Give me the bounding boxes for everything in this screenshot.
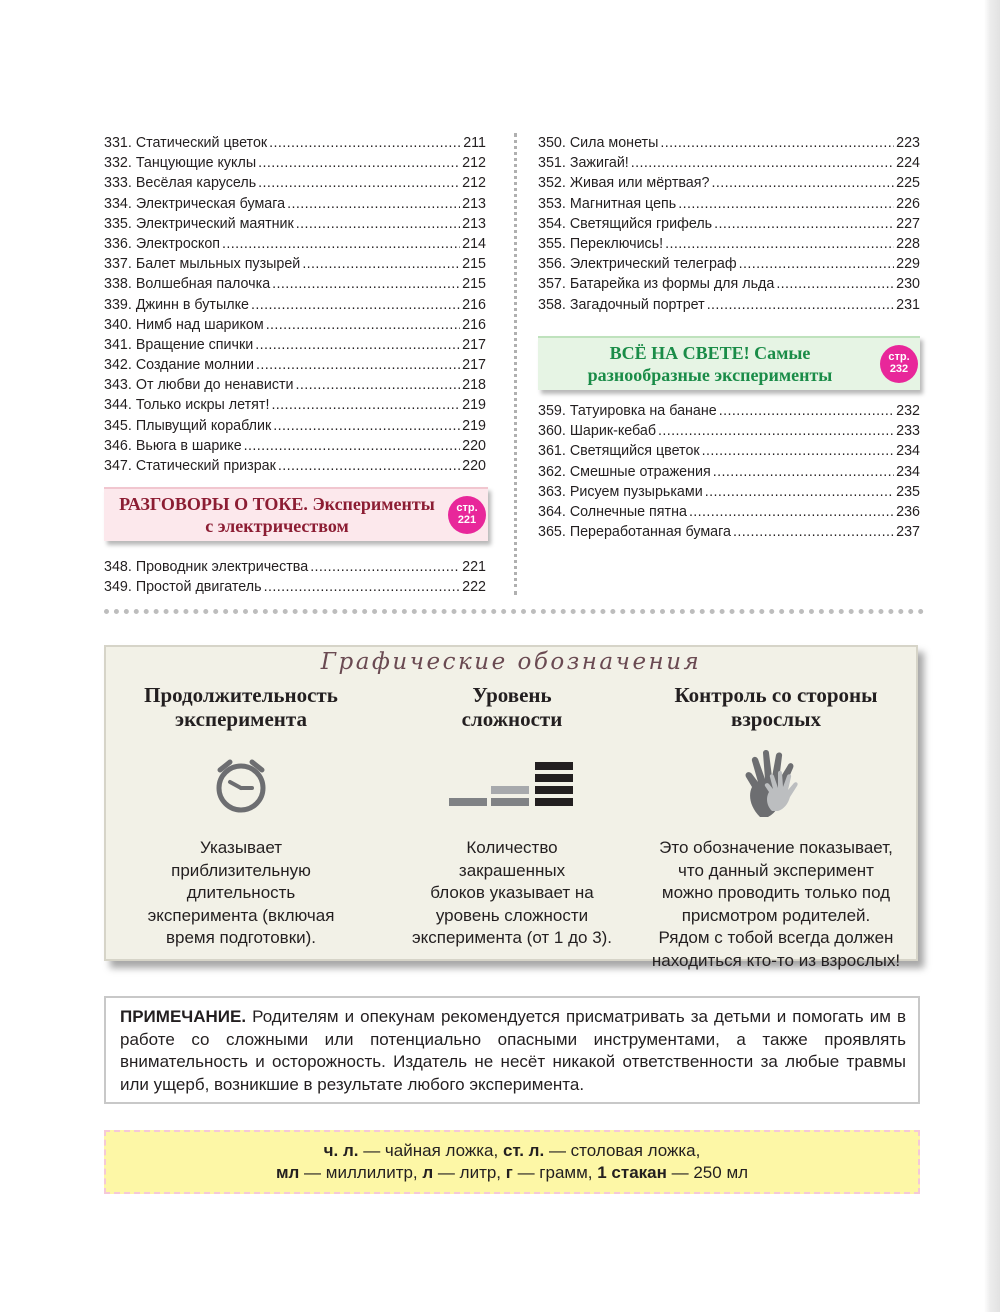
toc-entry-page: 218	[462, 377, 486, 394]
section-title-line2: с электричеством	[205, 516, 349, 536]
toc-leader-dots	[264, 577, 461, 597]
toc-entry-title: Сила монеты	[569, 135, 659, 151]
legend-title: Графические обозначения	[320, 649, 702, 675]
toc-entry-number: 339.	[104, 296, 132, 313]
toc-entry-page: 226	[896, 195, 920, 212]
toc-entry-number: 344.	[104, 397, 132, 414]
desc-line: приблизительную	[171, 860, 311, 880]
toc-entry-title: Татуировка на банане	[569, 403, 717, 419]
toc-entry-title: От любви до ненависти	[135, 377, 294, 394]
desc-line: уровень сложности	[435, 905, 589, 925]
toc-entry-title: Волшебная палочка	[135, 276, 271, 293]
toc-entry-page: 220	[462, 437, 486, 454]
toc-leader-dots	[733, 522, 894, 542]
toc-leader-dots	[302, 254, 460, 274]
legend-duration-heading	[106, 683, 376, 735]
toc-leader-dots	[271, 395, 460, 415]
toc-entry-number: 338.	[104, 276, 132, 293]
toc-leader-dots	[278, 456, 460, 476]
toc-entry-page: 229	[896, 256, 920, 273]
toc-entry-number: 343.	[104, 377, 132, 394]
toc-entry-number: 362.	[538, 463, 566, 480]
toc-entry	[538, 522, 920, 542]
toc-entry	[538, 173, 920, 193]
toc-entry-page: 216	[462, 316, 486, 333]
toc-entry-number: 336.	[104, 235, 132, 252]
toc-entry-page: 216	[462, 296, 486, 313]
toc-entry-number: 350.	[538, 135, 566, 151]
toc-leader-dots	[296, 214, 460, 234]
toc-entry	[538, 441, 920, 461]
toc-entry-title: Светящийся цветок	[569, 443, 700, 460]
toc-entry-page: 225	[896, 175, 920, 192]
toc-entry-number: 340.	[104, 316, 132, 333]
toc-entry	[104, 315, 486, 335]
toc-entry-title: Переработанная бумага	[569, 524, 731, 541]
toc-entry	[104, 577, 486, 597]
section-banner-everything	[538, 336, 920, 390]
toc-leader-dots	[678, 194, 894, 214]
toc-entry-title: Загадочный портрет	[569, 296, 705, 313]
toc-entry-page: 215	[462, 256, 486, 273]
toc-leader-dots	[702, 441, 894, 461]
toc-entry-number: 356.	[538, 256, 566, 273]
badge-page: 232	[889, 363, 909, 375]
toc-entry	[538, 234, 920, 254]
note-box	[104, 996, 920, 1104]
toc-leader-dots	[296, 375, 461, 395]
toc-leader-dots	[658, 421, 894, 441]
units-box	[104, 1130, 920, 1194]
toc-entry-title: Смешные отражения	[569, 463, 711, 480]
toc-entry-title: Электрическая бумага	[135, 195, 286, 212]
desc-line: находиться кто-то из взрослых!	[651, 950, 901, 970]
toc-entry-number: 354.	[538, 215, 566, 232]
toc-entry-title: Зажигай!	[569, 155, 629, 172]
toc-leader-dots	[631, 153, 894, 173]
legend-duration-desc	[106, 837, 376, 950]
difficulty-blocks-icon	[376, 741, 648, 829]
toc-entry-title: Шарик-кебаб	[569, 423, 657, 440]
unit-l-abbr: л	[422, 1163, 434, 1182]
toc-entry-title: Джинн в бутылке	[135, 296, 249, 313]
section-title-everything	[546, 342, 874, 386]
desc-line: присмотром родителей.	[681, 905, 871, 925]
toc-entry-title: Электрический телеграф	[569, 256, 737, 273]
desc-line: Количество	[466, 838, 558, 857]
heading-line1: Уровень	[472, 683, 552, 707]
toc-entry	[104, 436, 486, 456]
toc-leader-dots	[222, 234, 460, 254]
section-divider	[104, 609, 924, 614]
toc-entry-number: 348.	[104, 559, 132, 575]
toc-entry-title: Электрический маятник	[135, 215, 294, 232]
toc-entry-title: Рисуем пузырьками	[569, 483, 703, 500]
toc-entry-page: 234	[896, 443, 920, 460]
heading-line1: Контроль со стороны	[674, 683, 878, 707]
toc-entry-page: 232	[896, 403, 920, 419]
toc-entry-number: 351.	[538, 155, 566, 172]
toc-entry-number: 332.	[104, 155, 132, 172]
note-label: ПРИМЕЧАНИЕ.	[120, 1007, 247, 1026]
legend-adult	[636, 683, 916, 972]
toc-entry	[104, 153, 486, 173]
heading-line2: эксперимента	[175, 707, 307, 731]
toc-entry	[104, 194, 486, 214]
note-text: Родителям и опекунам рекомендуется присматривать за детьми и помогать им в работе со сложными или потенциально опасными инструментами, а также проявлять внимательность и осторожность. Издатель не несёт никакой ответственности за любые травмы или ущерб, возникшие в результате любого эксперимента.	[120, 1007, 906, 1094]
unit-tbsp-abbr: ст. л.	[502, 1141, 545, 1160]
toc-entry-page: 235	[896, 483, 920, 500]
page-badge-221	[448, 496, 486, 534]
toc-entry-page: 217	[462, 336, 486, 353]
toc-entry-number: 352.	[538, 175, 566, 192]
toc-entry-number: 363.	[538, 483, 566, 500]
toc-leader-dots	[689, 502, 894, 522]
toc-list-right-2	[538, 401, 920, 542]
toc-entry-title: Батарейка из формы для льда	[569, 276, 775, 293]
toc-entry-page: 231	[896, 296, 920, 313]
legend-difficulty-desc	[376, 837, 648, 950]
toc-entry-title: Только искры летят!	[135, 397, 270, 414]
toc-entry	[104, 234, 486, 254]
toc-entry-page: 228	[896, 235, 920, 252]
toc-entry-number: 347.	[104, 458, 132, 474]
toc-list-right	[538, 133, 920, 315]
toc-entry-number: 365.	[538, 524, 566, 541]
toc-entry	[538, 133, 920, 153]
toc-entry-page: 214	[462, 235, 486, 252]
stopwatch-icon	[106, 741, 376, 829]
hands-icon	[636, 741, 916, 829]
desc-line: Рядом с тобой всегда должен	[658, 928, 894, 947]
legend-adult-desc	[636, 837, 916, 972]
toc-leader-dots	[707, 295, 894, 315]
heading-line2: взрослых	[731, 707, 821, 731]
toc-entry	[104, 173, 486, 193]
toc-entry	[538, 254, 920, 274]
toc-leader-dots	[665, 234, 894, 254]
toc-entry-page: 224	[896, 155, 920, 172]
desc-line: время подготовки).	[165, 928, 317, 947]
toc-leader-dots	[269, 133, 461, 153]
toc-entry-page: 220	[462, 458, 486, 474]
toc-entry	[104, 375, 486, 395]
toc-leader-dots	[255, 335, 460, 355]
unit-cup-abbr: 1 стакан	[597, 1163, 667, 1182]
toc-entry	[104, 274, 486, 294]
section-title-line2: разнообразные эксперименты	[587, 365, 833, 385]
badge-label: стр.	[888, 351, 910, 363]
badge-label: стр.	[456, 502, 478, 514]
section-title-bold: РАЗГОВОРЫ О ТОКЕ.	[119, 494, 308, 514]
toc-entry	[538, 153, 920, 173]
toc-entry-page: 213	[462, 215, 486, 232]
page-badge-232	[880, 345, 918, 383]
toc-entry-page: 219	[462, 397, 486, 414]
desc-line: что данный эксперимент	[678, 860, 874, 880]
toc-leader-dots	[739, 254, 895, 274]
toc-left-column-2	[104, 557, 486, 597]
desc-line: можно проводить только под	[661, 883, 891, 902]
toc-entry-title: Проводник электричества	[135, 559, 309, 575]
toc-list-left-2	[104, 557, 486, 597]
toc-leader-dots	[719, 401, 894, 421]
toc-entry-title: Переключись!	[569, 235, 664, 252]
desc-line: закрашенных	[458, 860, 566, 880]
toc-entry	[538, 401, 920, 421]
toc-entry-number: 358.	[538, 296, 566, 313]
toc-entry-page: 219	[462, 417, 486, 434]
desc-line: Это обозначение показывает,	[659, 838, 893, 857]
toc-entry-page: 221	[462, 559, 486, 575]
section-title-rest: Эксперименты	[307, 494, 435, 514]
section-title-line1: ВСЁ НА СВЕТЕ! Самые	[609, 343, 811, 363]
toc-entry-title: Статический призрак	[135, 458, 276, 474]
legend-difficulty-heading	[376, 683, 648, 735]
toc-entry	[538, 421, 920, 441]
toc-entry-title: Вращение спички	[135, 336, 254, 353]
toc-entry	[104, 395, 486, 415]
legend-difficulty	[376, 683, 648, 950]
toc-entry-number: 341.	[104, 336, 132, 353]
toc-entry	[104, 335, 486, 355]
unit-ml-text: — миллилитр,	[299, 1163, 423, 1182]
toc-entry-title: Солнечные пятна	[569, 503, 687, 520]
badge-page: 221	[457, 514, 477, 526]
toc-leader-dots	[705, 482, 894, 502]
toc-entry	[104, 295, 486, 315]
toc-entry-title: Светящийся грифель	[569, 215, 713, 232]
toc-entry-title: Создание молнии	[135, 357, 254, 374]
unit-ml-abbr: мл	[275, 1163, 300, 1182]
toc-entry-title: Электроскоп	[135, 235, 221, 252]
toc-entry-number: 335.	[104, 215, 132, 232]
toc-entry	[538, 462, 920, 482]
toc-entry-number: 349.	[104, 579, 132, 596]
toc-entry	[104, 456, 486, 476]
toc-entry-page: 223	[896, 135, 920, 151]
toc-entry-number: 342.	[104, 357, 132, 374]
heading-line2: сложности	[461, 707, 563, 731]
toc-entry-page: 230	[896, 276, 920, 293]
toc-right-column-2	[538, 401, 920, 542]
toc-entry-number: 331.	[104, 135, 132, 151]
toc-entry-title: Простой двигатель	[135, 579, 262, 596]
toc-entry-page: 237	[896, 524, 920, 541]
toc-entry-number: 337.	[104, 256, 132, 273]
toc-entry-page: 217	[462, 357, 486, 374]
legend-box	[104, 645, 918, 970]
toc-leader-dots	[310, 557, 460, 577]
toc-left-column	[104, 133, 486, 476]
toc-right-column	[538, 133, 920, 315]
desc-line: эксперимента (от 1 до 3).	[411, 928, 613, 947]
toc-entry-page: 236	[896, 503, 920, 520]
toc-entry-number: 357.	[538, 276, 566, 293]
toc-leader-dots	[287, 194, 460, 214]
toc-leader-dots	[273, 416, 460, 436]
legend-duration	[106, 683, 376, 950]
toc-entry	[104, 557, 486, 577]
toc-entry-title: Нимб над шариком	[135, 316, 264, 333]
unit-tsp-text: — чайная ложка,	[358, 1141, 503, 1160]
toc-entry-number: 364.	[538, 503, 566, 520]
toc-entry-page: 213	[462, 195, 486, 212]
toc-leader-dots	[266, 315, 460, 335]
unit-cup-text: — 250 мл	[666, 1163, 749, 1182]
toc-entry	[104, 133, 486, 153]
toc-entry-number: 355.	[538, 235, 566, 252]
unit-g-abbr: г	[505, 1163, 513, 1182]
toc-entry	[104, 254, 486, 274]
unit-tbsp-text: — столовая ложка,	[544, 1141, 701, 1160]
desc-line: Указывает	[199, 838, 283, 857]
toc-leader-dots	[714, 214, 894, 234]
toc-entry-number: 346.	[104, 437, 132, 454]
toc-entry-title: Магнитная цепь	[569, 195, 677, 212]
desc-line: эксперимента (включая	[147, 905, 335, 925]
toc-leader-dots	[776, 274, 894, 294]
toc-leader-dots	[258, 173, 460, 193]
toc-entry-number: 345.	[104, 417, 132, 434]
toc-leader-dots	[258, 153, 460, 173]
toc-entry-page: 212	[462, 155, 486, 172]
toc-entry	[104, 416, 486, 436]
legend-adult-heading	[636, 683, 916, 735]
toc-leader-dots	[256, 355, 460, 375]
unit-l-text: — литр,	[433, 1163, 506, 1182]
toc-entry-page: 233	[896, 423, 920, 440]
heading-line1: Продолжительность	[144, 683, 338, 707]
toc-entry-page: 211	[463, 135, 486, 151]
toc-entry	[538, 274, 920, 294]
toc-entry	[104, 214, 486, 234]
toc-entry-number: 333.	[104, 175, 132, 192]
toc-list-left	[104, 133, 486, 476]
desc-line: длительность	[186, 883, 296, 902]
column-divider	[514, 133, 517, 595]
section-title-electricity	[112, 493, 442, 537]
toc-entry-page: 212	[462, 175, 486, 192]
toc-leader-dots	[711, 173, 894, 193]
toc-entry-page: 227	[896, 215, 920, 232]
toc-entry	[538, 214, 920, 234]
toc-leader-dots	[272, 274, 460, 294]
toc-entry-title: Статический цветок	[135, 135, 268, 151]
toc-entry-number: 353.	[538, 195, 566, 212]
toc-leader-dots	[251, 295, 460, 315]
toc-entry	[104, 355, 486, 375]
unit-tsp-abbr: ч. л.	[323, 1141, 359, 1160]
toc-leader-dots	[660, 133, 894, 153]
toc-entry-title: Балет мыльных пузырей	[135, 256, 301, 273]
toc-entry-title: Весёлая карусель	[135, 175, 257, 192]
toc-entry-page: 215	[462, 276, 486, 293]
toc-entry	[538, 482, 920, 502]
section-banner-electricity	[104, 487, 488, 541]
toc-entry	[538, 295, 920, 315]
unit-g-text: — грамм,	[512, 1163, 598, 1182]
toc-leader-dots	[713, 462, 894, 482]
toc-entry-title: Вьюга в шарике	[135, 437, 242, 454]
toc-entry	[538, 194, 920, 214]
toc-entry-page: 234	[896, 463, 920, 480]
toc-entry	[538, 502, 920, 522]
toc-entry-title: Плывущий кораблик	[135, 417, 272, 434]
toc-entry-number: 334.	[104, 195, 132, 212]
toc-entry-number: 359.	[538, 403, 566, 419]
toc-entry-number: 360.	[538, 423, 566, 440]
toc-entry-page: 222	[462, 579, 486, 596]
toc-entry-title: Танцующие куклы	[135, 155, 257, 172]
toc-entry-title: Живая или мёртвая?	[569, 175, 710, 192]
page-edge-shadow	[984, 0, 1000, 1312]
toc-leader-dots	[244, 436, 460, 456]
desc-line: блоков указывает на	[430, 883, 594, 902]
toc-entry-number: 361.	[538, 443, 566, 460]
